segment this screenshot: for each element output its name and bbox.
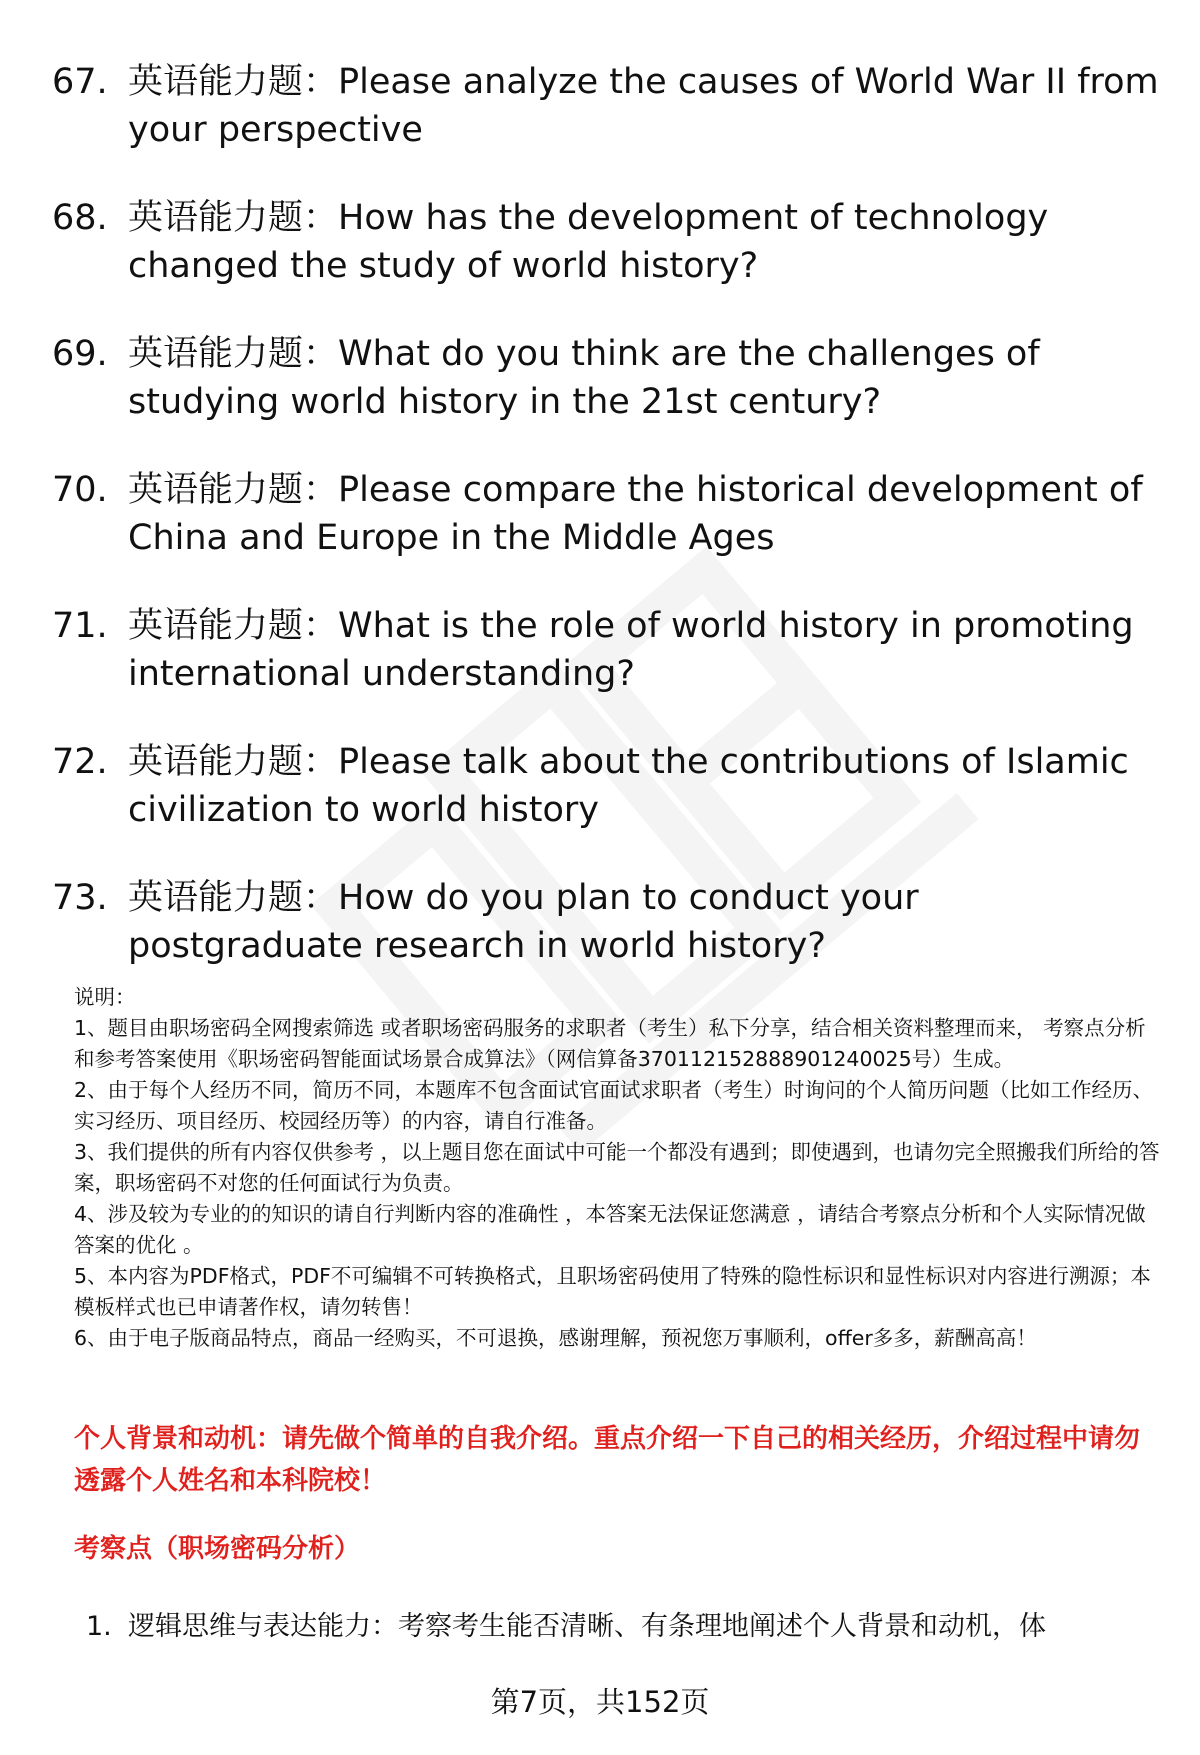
notes-item: 2、由于每个人经历不同，简历不同，本题库不包含面试官面试求职者（考生）时询问的个人简历问题（比如工作经历、实习经历、项目经历、校园经历等）的内容，请自行准备。	[74, 1078, 1154, 1133]
notes-item: 4、涉及较为专业的的知识的请自行判断内容的准确性 ，本答案无法保证您满意 ，请结合考察点分析和个人实际情况做答案的优化 。	[74, 1202, 1146, 1257]
question-text: 英语能力题：What do you think are the challenges of studying world history in the 21st century?	[128, 334, 1040, 422]
question-item	[52, 466, 1162, 562]
notes-item: 6、由于电子版商品特点，商品一经购买，不可退换，感谢理解，预祝您万事顺利，offer多多，薪酬高高！	[74, 1326, 1037, 1350]
question-item	[52, 602, 1162, 698]
question-number: 70.	[52, 470, 108, 510]
question-item	[52, 330, 1162, 426]
analysis-heading: 考察点（职场密码分析）	[74, 1534, 361, 1564]
question-number: 71.	[52, 606, 108, 646]
question-text: 英语能力题：Please analyze the causes of World War II from your perspective	[128, 62, 1159, 150]
question-item	[52, 738, 1162, 834]
notes-section	[74, 982, 1160, 1354]
analysis-point-text: 逻辑思维与表达能力：考察考生能否清晰、有条理地阐述个人背景和动机，体	[128, 1611, 1046, 1642]
question-number: 67.	[52, 62, 108, 102]
question-text: 英语能力题：What is the role of world history in promoting international understanding?	[128, 606, 1134, 694]
question-heading: 个人背景和动机：请先做个简单的自我介绍。重点介绍一下自己的相关经历，介绍过程中请勿透露个人姓名和本科院校！	[74, 1424, 1141, 1496]
notes-item: 1、题目由职场密码全网搜索筛选 或者职场密码服务的求职者（考生）私下分享，结合相关资料整理而来， 考察点分析和参考答案使用《职场密码智能面试场景合成算法》（网信算备370112152888901240025号）生成。	[74, 1016, 1146, 1071]
question-item	[52, 58, 1162, 154]
question-item	[52, 194, 1162, 290]
question-list	[52, 58, 1162, 1010]
question-text: 英语能力题：How has the development of technology changed the study of world history?	[128, 198, 1049, 286]
notes-item: 3、我们提供的所有内容仅供参考 ，以上题目您在面试中可能一个都没有遇到；即使遇到，也请勿完全照搬我们所给的答案，职场密码不对您的任何面试行为负责。	[74, 1140, 1160, 1195]
question-number: 73.	[52, 878, 108, 918]
analysis-point	[86, 1608, 1166, 1646]
notes-title: 说明：	[74, 985, 136, 1009]
question-text: 英语能力题：Please compare the historical development of China and Europe in the Middle Ages	[128, 470, 1143, 558]
page-footer: 第7页，共152页	[490, 1685, 710, 1719]
question-number: 69.	[52, 334, 108, 374]
question-text: 英语能力题：Please talk about the contributions of Islamic civilization to world history	[128, 742, 1129, 830]
notes-item: 5、本内容为PDF格式，PDF不可编辑不可转换格式，且职场密码使用了特殊的隐性标识和显性标识对内容进行溯源；本模板样式也已申请著作权，请勿转售！	[74, 1264, 1151, 1319]
question-item	[52, 874, 1162, 970]
question-number: 68.	[52, 198, 108, 238]
analysis-point-number: 1.	[86, 1611, 112, 1642]
question-number: 72.	[52, 742, 108, 782]
question-text: 英语能力题：How do you plan to conduct your postgraduate research in world history?	[128, 878, 919, 966]
